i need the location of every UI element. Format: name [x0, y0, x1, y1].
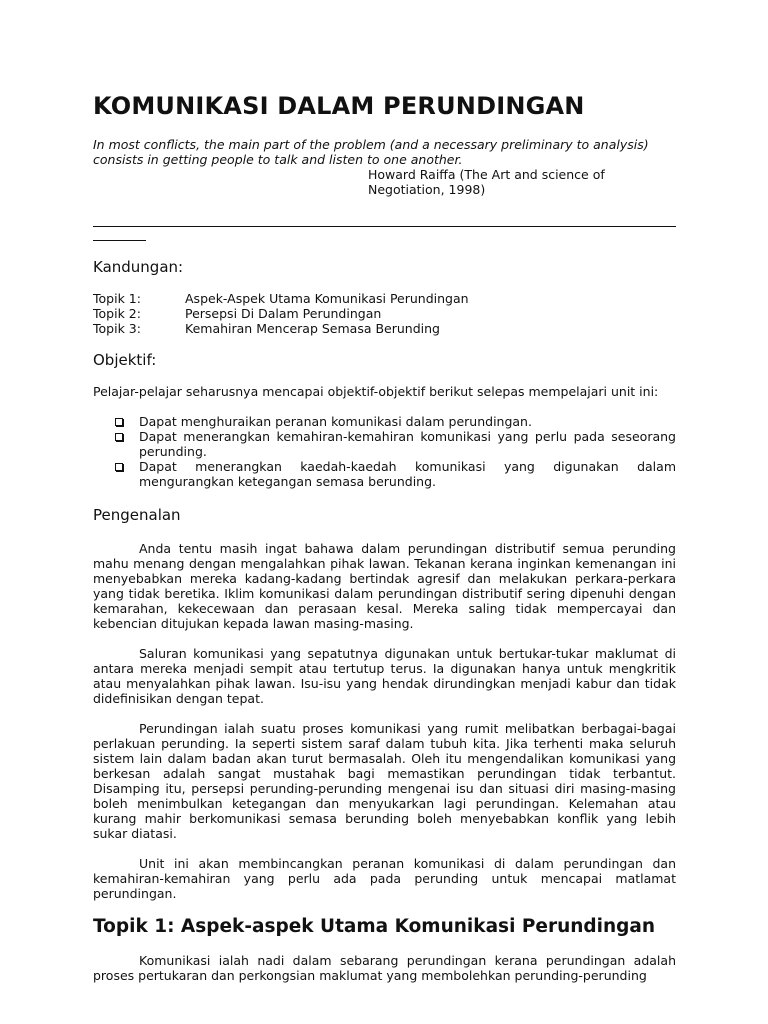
paragraph: Unit ini akan membincangkan peranan komunikasi di dalam perundingan dan kemahiran-kemahiran yang perlu ada pada perunding untuk mencapai matlamat perundingan. — [93, 856, 676, 901]
kandungan-heading: Kandungan: — [93, 258, 184, 276]
objektif-heading: Objektif: — [93, 351, 157, 369]
topic-key: Topik 1: — [93, 291, 141, 306]
topic-value: Kemahiran Mencerap Semasa Berunding — [185, 321, 440, 336]
topik1-heading: Topik 1: Aspek-aspek Utama Komunikasi Perundingan — [93, 916, 656, 937]
checkbox-bullet-icon — [115, 433, 123, 441]
objective-list — [115, 414, 676, 489]
horizontal-rule — [93, 226, 676, 227]
checkbox-bullet-icon — [115, 463, 123, 471]
objektif-intro: Pelajar-pelajar seharusnya mencapai objektif-objektif berikut selepas mempelajari unit ini: — [93, 384, 659, 399]
paragraph: Komunikasi ialah nadi dalam sebarang perundingan kerana perundingan adalah proses pertukaran dan perkongsian maklumat yang membolehkan perunding-perunding — [93, 953, 676, 983]
topic-row — [93, 291, 469, 306]
epigraph-quote: In most conflicts, the main part of the problem (and a necessary preliminary to analysis) consists in getting people to talk and listen to one another. — [93, 137, 649, 167]
paragraph: Perundingan ialah suatu proses komunikasi yang rumit melibatkan berbagai-bagai perlakuan perunding. Ia seperti sistem saraf dalam tubuh kita. Jika terhenti maka seluruh sistem lain dalam badan akan turut bermasalah. Oleh itu mengendalikan komunikasi yang berkesan adalah sangat mustahak bagi memastikan perundingan tidak terbantut. Disamping itu, persepsi perunding-perunding mengenai isu dan situasi diri masing-masing boleh menimbulkan ketegangan dan menyukarkan lagi perundingan. Kelemahan atau kurang mahir berkomunikasi semasa berunding boleh menyebabkan konflik yang lebih sukar diatasi. — [93, 721, 676, 841]
topic-value: Aspek-Aspek Utama Komunikasi Perundingan — [185, 291, 469, 306]
topic-row — [93, 321, 469, 336]
document-title: KOMUNIKASI DALAM PERUNDINGAN — [93, 92, 585, 120]
topic-key: Topik 3: — [93, 321, 141, 336]
pengenalan-heading: Pengenalan — [93, 506, 181, 524]
topic-list — [93, 291, 469, 336]
topic-key: Topik 2: — [93, 306, 141, 321]
horizontal-rule-short — [93, 240, 146, 241]
objective-item: Dapat menghuraikan peranan komunikasi dalam perundingan. — [115, 414, 676, 429]
epigraph-attribution: Howard Raiffa (The Art and science of Negotiation, 1998) — [368, 167, 605, 197]
objective-item: Dapat menerangkan kaedah-kaedah komunikasi yang digunakan dalam mengurangkan ketegangan semasa berunding. — [115, 459, 676, 489]
topic-row — [93, 306, 469, 321]
paragraph: Saluran komunikasi yang sepatutnya digunakan untuk bertukar-tukar maklumat di antara mereka menjadi sempit atau tertutup terus. Ia digunakan hanya untuk mengkritik atau menyalahkan pihak lawan. Isu-isu yang hendak dirundingkan menjadi kabur dan tidak didefinisikan dengan tepat. — [93, 646, 676, 706]
topic-value: Persepsi Di Dalam Perundingan — [185, 306, 382, 321]
paragraph: Anda tentu masih ingat bahawa dalam perundingan distributif semua perunding mahu menang dengan mengalahkan pihak lawan. Tekanan kerana inginkan kemenangan ini menyebabkan mereka kadang-kadang bertindak agresif dan melakukan perkara-perkara yang tidak beretika. Iklim komunikasi dalam perundingan distributif sering dipenuhi dengan kemarahan, kekecewaan dan perasaan kesal. Mereka saling tidak mempercayai dan kebencian ditujukan kepada lawan masing-masing. — [93, 541, 676, 631]
checkbox-bullet-icon — [115, 418, 123, 426]
objective-item: Dapat menerangkan kemahiran-kemahiran komunikasi yang perlu pada seseorang perunding. — [115, 429, 676, 459]
